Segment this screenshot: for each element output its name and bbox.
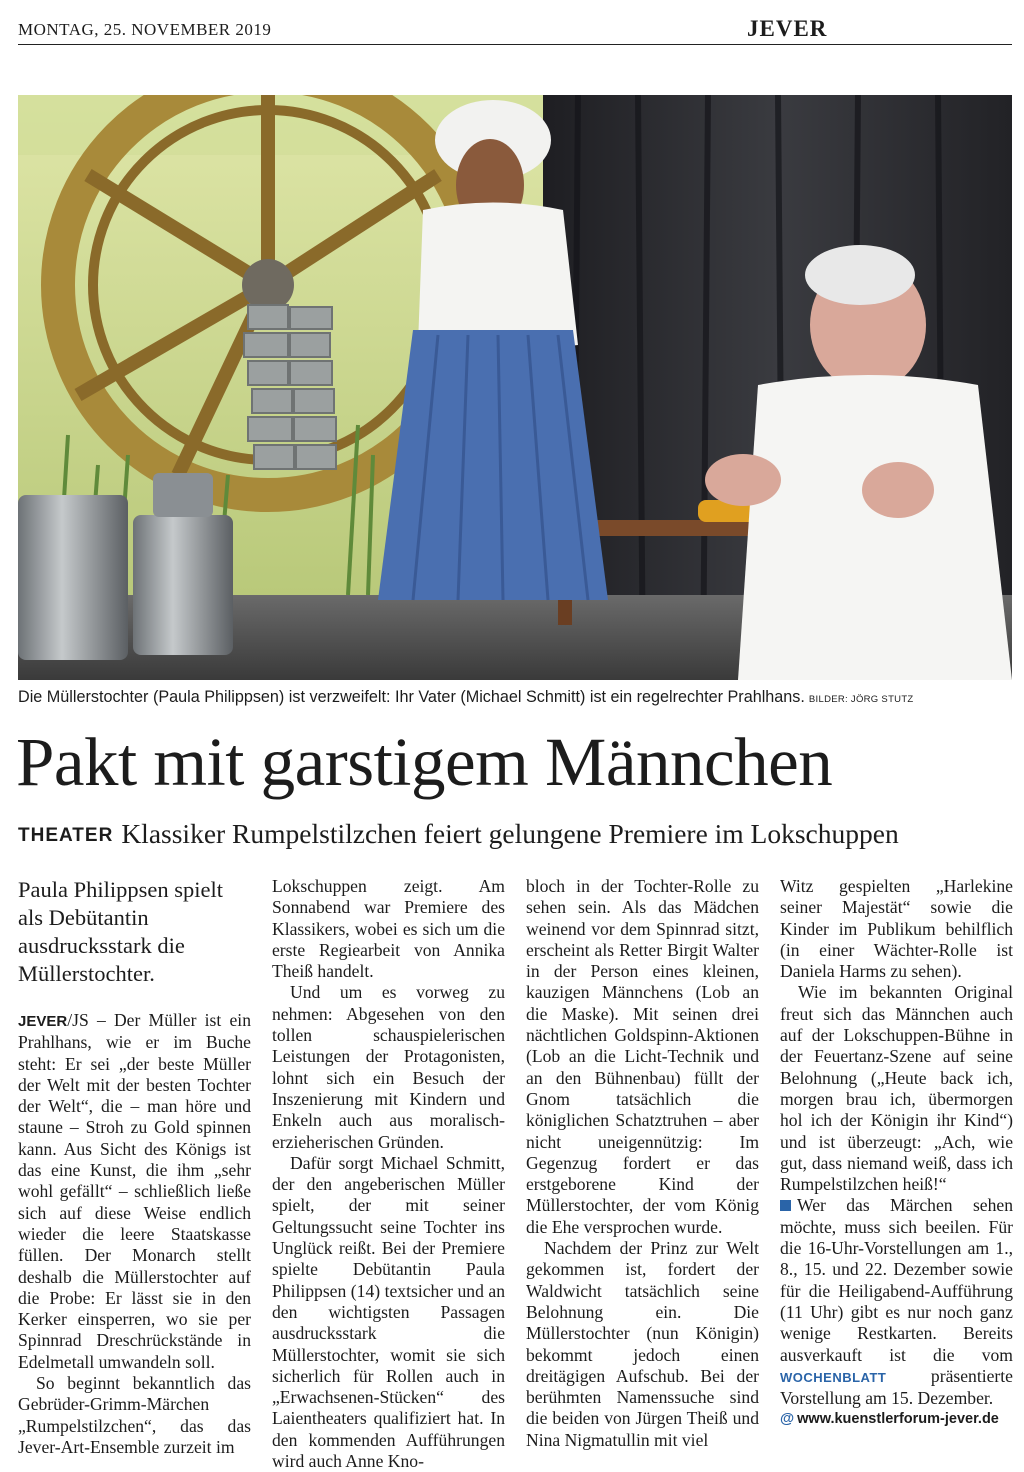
dateline: JEVER [18,1013,68,1030]
paragraph: Wie im bekannten Original freut sich das Männchen auch auf der Lokschuppen-Bühne in der Feuertanz-Szene auf seine Belohnung („Heute back ich, morgen brau ich, übermorgen hol ich der Königin ihr Kind“) und ist überzeugt: „Ach, wie gut, dass niemand weiß, dass ich Rumpelstilzchen heiß!“ [780,982,1013,1195]
photo-caption [18,688,1012,707]
paragraph: bloch in der Tochter-Rolle zu sehen sein. Als das Mädchen weinend vor dem Spinnrad sitzt, erscheint als Retter Birgit Walter in der Person eines kleinen, kauzigen Männchens (Lob an die Maske). Mit seinen drei nächtlichen Goldspinn-Aktionen (Lob an die Licht-Technik und an den Bühnenbau) füllt der Gnom tatsächlich die königlichen Schatztruhen – aber nicht uneigennützig: Im Gegenzug fordert er das erstgeborene Kind der Müllerstochter, der vom König die Ehe versprochen wurde. [526,876,759,1237]
paragraph-text: Wer das Märchen sehen möchte, muss sich beeilen. Für die 16-Uhr-Vorstellungen am 1., 8., 15. und 22. Dezember sowie für die Heiligabend-Aufführung (11 Uhr) gibt es nur noch ganz wenige Restkarten. Bereits ausverkauft ist die vom [780,1195,1013,1365]
paragraph: Dafür sorgt Michael Schmitt, der den angeberischen Müller spielt, der mit seiner Geltungssucht seine Tochter ins Unglück reißt. Bei der Premiere spielte Debütantin Paula Philippsen (14) textsicher und an den wichtigsten Passagen ausdrucksstark die Müllerstochter, womit sie sich sicherlich für Rollen auch in „Erwachsenen-Stücken“ des Laientheaters qualifiziert hat. In den kommenden Aufführungen wird auch Anne Kno- [272,1152,505,1472]
issue-date: MONTAG, 25. NOVEMBER 2019 [18,20,272,39]
article-column-3 [526,876,759,1451]
paragraph: Lokschuppen zeigt. Am Sonnabend war Premiere des Klassikers, wobei es sich um die erste Regiearbeit von Annika Theiß handelt. [272,876,505,982]
paragraph [18,1010,251,1373]
info-square-icon [780,1200,791,1211]
article-column-2 [272,876,505,1472]
article-headline: Pakt mit garstigem Männchen [16,724,833,800]
paragraph: Witz gespielten „Harlekine seiner Majestät“ sowie die Kinder im Publikum behilflich (in einer Wächter-Rolle ist Daniela Harms zu sehen). [780,876,1013,982]
paragraph: Und um es vorweg zu nehmen: Abgesehen von den tollen schauspielerischen Leistungen der Protagonisten, lohnt sich ein Besuch der Inszenierung mit Kindern und Enkeln auch aus moralisch-erzieherischen Gründen. [272,982,505,1152]
article-column-1 [18,876,251,1458]
paragraph: So beginnt bekanntlich das Gebrüder-Grimm-Märchen „Rumpelstilzchen“, das das Jever-Art-Ensemble zurzeit im [18,1373,251,1457]
web-link-text[interactable]: www.kuenstlerforum-jever.de [797,1411,999,1428]
article-lead: Paula Philippsen spielt als Debütantin ausdrucksstark die Müllerstochter. [18,877,223,986]
section-title: JEVER [747,16,828,41]
wochenblatt-brand: WOCHENBLATT [780,1369,887,1385]
photo-credit: BILDER: JÖRG STUTZ [808,694,914,705]
dateline-suffix: /JS [67,1010,89,1030]
kicker-label: THEATER [18,825,114,846]
article-subheadline [18,818,899,850]
stage-photo [18,95,1012,680]
web-link[interactable] [780,1409,1013,1430]
subheadline-text: Klassiker Rumpelstilzchen feiert gelungene Premiere im Lokschuppen [121,818,899,849]
article-column-4 [780,876,1013,1431]
paragraph [780,1195,1013,1409]
paragraph: Nachdem der Prinz zur Welt gekommen ist, fordert der Waldwicht tatsächlich seine Belohnung ein. Die Müllerstochter (nun Königin) bekommt jedoch einen dreitägigen Aufschub. Bei der berühmten Namenssuche sind die beiden von Jürgen Theiß und Nina Nigmatullin mit viel [526,1238,759,1450]
page-header [18,14,1012,45]
paragraph-text: – Der Müller ist ein Prahlhans, wie er im Buche steht: Er sei „der beste Müller der Welt mit der besten Tochter der Welt“, die – man höre und staune – Stroh zu Gold spinnen kann. Aus Sicht des Königs ist das eine Kunst, die ihm „sehr wohl gefällt“ – schließlich ließe sich auf diese Weise endlich wieder die leere Staatskasse füllen. Der Monarch stellt deshalb die Müllerstochter auf die Probe: Er lässt sie in den Kerker einsperren, wo sie per Spinnrad Dreschrückstände in Edelmetall umwandeln soll. [18,1010,251,1372]
at-icon: @ [780,1411,795,1428]
caption-text: Die Müllerstochter (Paula Philippsen) ist verzweifelt: Ihr Vater (Michael Schmitt) ist ein regelrechter Prahlhans. [18,688,805,706]
paragraph-text: präsentierte Vorstellung am 15. Dezember. [780,1365,1013,1409]
